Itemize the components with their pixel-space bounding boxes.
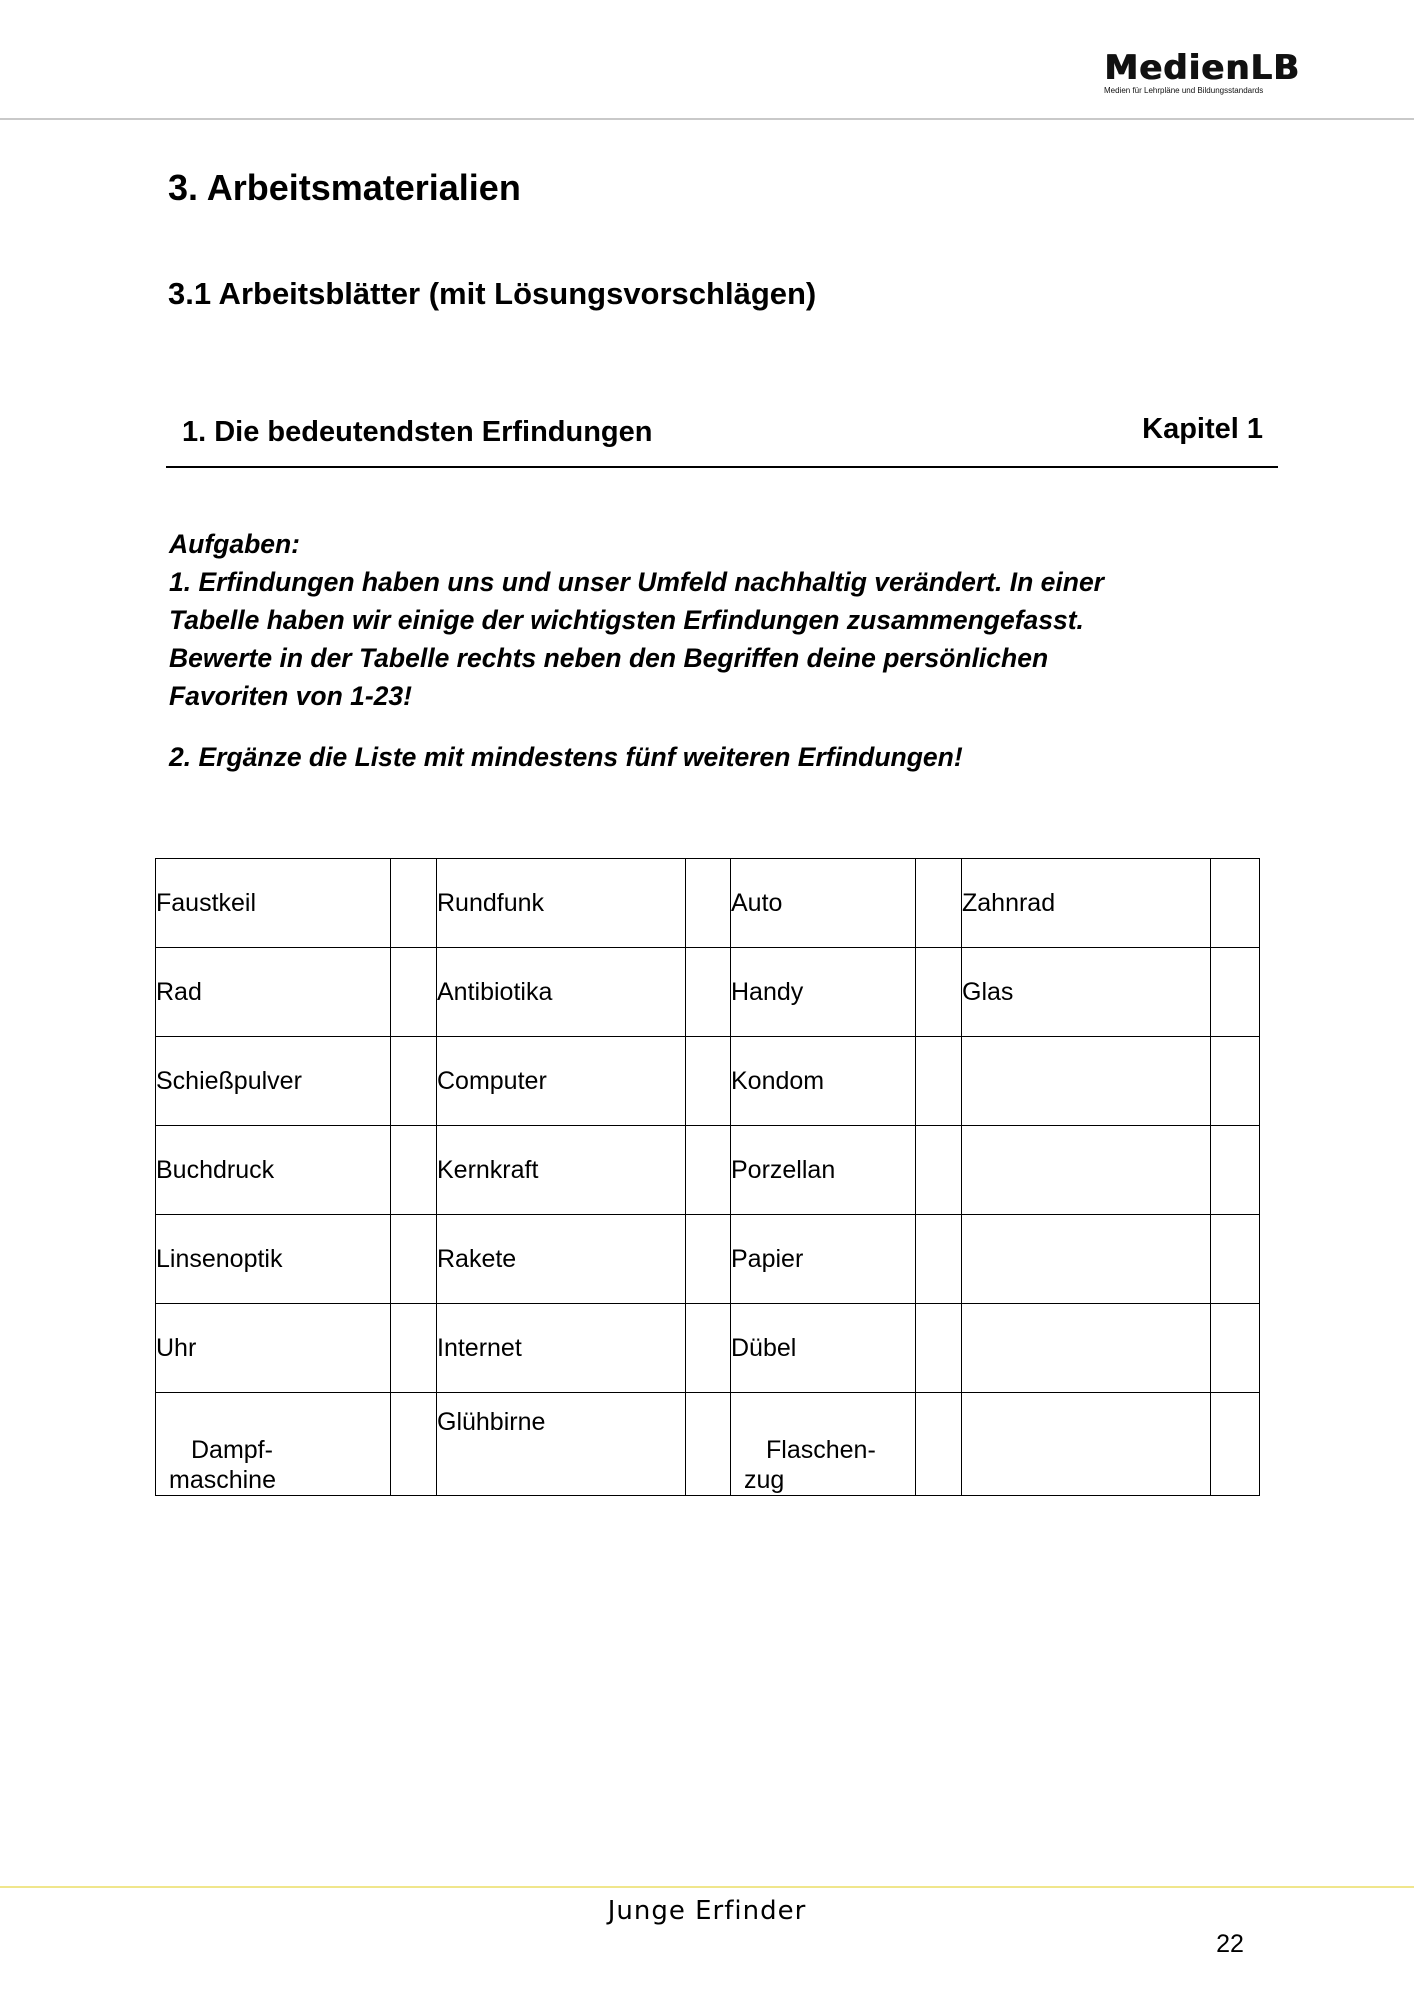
page-number: 22 <box>1216 1930 1244 1958</box>
task-label: Aufgaben: <box>169 529 301 559</box>
invention-cell: Kernkraft <box>437 1126 686 1215</box>
invention-cell: Handy <box>731 948 916 1037</box>
rating-cell[interactable] <box>686 859 731 948</box>
worksheet-divider <box>166 466 1278 468</box>
invention-cell <box>731 1393 916 1496</box>
invention-cell: Papier <box>731 1215 916 1304</box>
invention-cell: Computer <box>437 1037 686 1126</box>
rating-cell[interactable] <box>1211 1037 1260 1126</box>
rating-cell[interactable] <box>916 1037 962 1126</box>
invention-cell-empty[interactable] <box>962 1037 1211 1126</box>
invention-cell: Buchdruck <box>156 1126 391 1215</box>
rating-cell[interactable] <box>686 1126 731 1215</box>
invention-cell: Rundfunk <box>437 859 686 948</box>
rating-cell[interactable] <box>686 1304 731 1393</box>
rating-cell[interactable] <box>916 1215 962 1304</box>
invention-cell: Uhr <box>156 1304 391 1393</box>
invention-line: zug <box>744 1466 785 1494</box>
task-1-line: Tabelle haben wir einige der wichtigsten Erfindungen zusammengefasst. <box>169 605 1084 635</box>
table-row <box>156 859 1260 948</box>
task-1-line: 1. Erfindungen haben uns und unser Umfeld nachhaltig verändert. In einer <box>169 567 1104 597</box>
invention-cell <box>156 1393 391 1496</box>
rating-cell[interactable] <box>686 1215 731 1304</box>
rating-cell[interactable] <box>391 1037 437 1126</box>
invention-cell-empty[interactable] <box>962 1215 1211 1304</box>
table-row <box>156 1393 1260 1496</box>
rating-cell[interactable] <box>1211 1393 1260 1496</box>
table-row <box>156 948 1260 1037</box>
invention-cell: Zahnrad <box>962 859 1211 948</box>
table-row <box>156 1126 1260 1215</box>
rating-cell[interactable] <box>1211 1126 1260 1215</box>
rating-cell[interactable] <box>391 1304 437 1393</box>
table-row <box>156 1304 1260 1393</box>
invention-cell: Rakete <box>437 1215 686 1304</box>
rating-cell[interactable] <box>391 948 437 1037</box>
invention-cell: Linsenoptik <box>156 1215 391 1304</box>
section-heading: 3. Arbeitsmaterialien <box>168 167 521 208</box>
rating-cell[interactable] <box>1211 1215 1260 1304</box>
task-1-line: Favoriten von 1-23! <box>169 681 412 711</box>
medienlb-logo <box>1104 48 1300 96</box>
inventions-rating-table <box>155 858 1260 1496</box>
rating-cell[interactable] <box>686 1037 731 1126</box>
header-divider <box>0 118 1414 120</box>
rating-cell[interactable] <box>391 859 437 948</box>
invention-cell: Rad <box>156 948 391 1037</box>
rating-cell[interactable] <box>916 1304 962 1393</box>
table-row <box>156 1215 1260 1304</box>
invention-cell: Internet <box>437 1304 686 1393</box>
rating-cell[interactable] <box>916 1393 962 1496</box>
rating-cell[interactable] <box>391 1126 437 1215</box>
invention-cell-empty[interactable] <box>962 1126 1211 1215</box>
rating-cell[interactable] <box>686 948 731 1037</box>
footer-title: Junge Erfinder <box>607 1896 807 1926</box>
invention-cell: Porzellan <box>731 1126 916 1215</box>
invention-line: Dampf- <box>191 1436 273 1464</box>
invention-cell: Glühbirne <box>437 1393 686 1496</box>
task-instructions <box>169 525 1269 776</box>
footer-divider <box>0 1886 1414 1888</box>
subsection-heading: 3.1 Arbeitsblätter (mit Lösungsvorschlägen) <box>168 276 817 311</box>
rating-cell[interactable] <box>916 948 962 1037</box>
rating-cell[interactable] <box>1211 948 1260 1037</box>
invention-cell: Faustkeil <box>156 859 391 948</box>
task-1-line: Bewerte in der Tabelle rechts neben den Begriffen deine persönlichen <box>169 643 1049 673</box>
rating-cell[interactable] <box>1211 1304 1260 1393</box>
invention-cell: Schießpulver <box>156 1037 391 1126</box>
rating-cell[interactable] <box>391 1393 437 1496</box>
rating-cell[interactable] <box>1211 859 1260 948</box>
invention-cell: Glas <box>962 948 1211 1037</box>
invention-line: Flaschen- <box>766 1436 876 1464</box>
invention-cell: Antibiotika <box>437 948 686 1037</box>
logo-subtitle: Medien für Lehrpläne und Bildungsstandards <box>1104 86 1264 95</box>
rating-cell[interactable] <box>916 859 962 948</box>
logo-wordmark: MedienLB <box>1104 48 1300 88</box>
invention-cell: Auto <box>731 859 916 948</box>
task-2: 2. Ergänze die Liste mit mindestens fünf weiteren Erfindungen! <box>169 742 963 772</box>
invention-line: maschine <box>169 1466 276 1494</box>
rating-cell[interactable] <box>686 1393 731 1496</box>
rating-cell[interactable] <box>391 1215 437 1304</box>
invention-cell-empty[interactable] <box>962 1304 1211 1393</box>
worksheet-title: 1. Die bedeutendsten Erfindungen <box>182 416 653 448</box>
rating-cell[interactable] <box>916 1126 962 1215</box>
invention-cell-empty[interactable] <box>962 1393 1211 1496</box>
table-row <box>156 1037 1260 1126</box>
invention-cell: Dübel <box>731 1304 916 1393</box>
worksheet-chapter: Kapitel 1 <box>1142 413 1263 445</box>
invention-cell: Kondom <box>731 1037 916 1126</box>
